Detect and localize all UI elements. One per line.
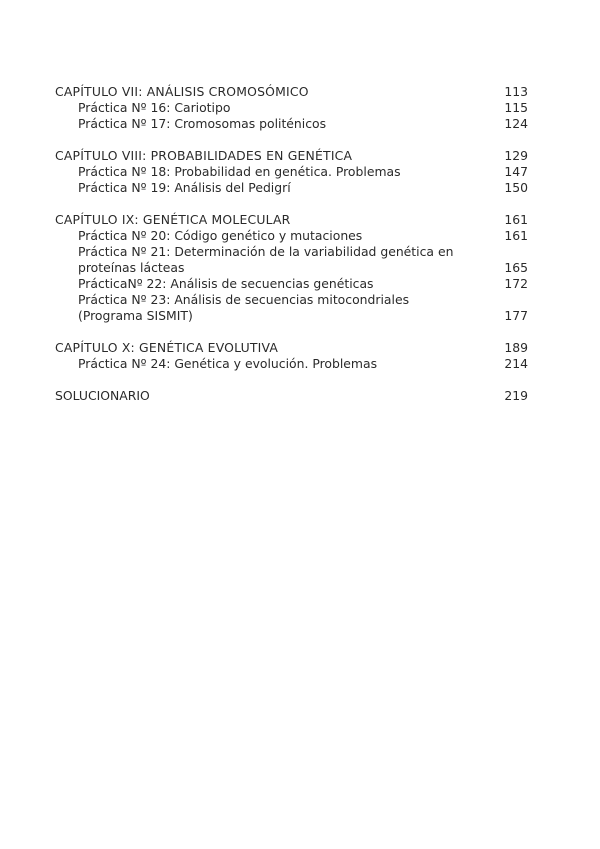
entry-page: 124 (504, 116, 528, 131)
chapter-page: 129 (504, 148, 528, 163)
entry-page: 214 (504, 356, 528, 371)
entry-page: 172 (504, 276, 528, 291)
chapter-title: CAPÍTULO VIII: PROBABILIDADES EN GENÉTICA (55, 148, 353, 163)
chapter-heading (55, 148, 528, 164)
toc-row-solucionario (55, 388, 528, 404)
entry-page: 150 (504, 180, 528, 195)
entry-page: 115 (504, 100, 528, 115)
chapter-heading (55, 340, 528, 356)
toc-entry-line (55, 164, 528, 180)
toc-entry-line (55, 100, 528, 116)
toc-entry-line (55, 292, 528, 308)
entry-title: Práctica Nº 24: Genética y evolución. Problemas (78, 356, 378, 371)
chapter-title: CAPÍTULO X: GENÉTICA EVOLUTIVA (55, 340, 279, 355)
toc-entry-line (55, 228, 528, 244)
entry-title: proteínas lácteas (78, 260, 185, 275)
solucionario-page: 219 (504, 388, 528, 403)
entry-title: (Programa SISMIT) (78, 308, 193, 323)
entry-title: Práctica Nº 20: Código genético y mutaciones (78, 228, 363, 243)
chapter-block (55, 212, 528, 324)
toc-entry-line (55, 308, 528, 324)
entry-title: Práctica Nº 23: Análisis de secuencias mitocondriales (78, 292, 410, 307)
entry-title: Práctica Nº 19: Análisis del Pedigrí (78, 180, 291, 195)
chapter-title: CAPÍTULO IX: GENÉTICA MOLECULAR (55, 212, 291, 227)
chapter-title: CAPÍTULO VII: ANÁLISIS CROMOSÓMICO (55, 84, 309, 99)
entry-title: Práctica Nº 18: Probabilidad en genética. Problemas (78, 164, 401, 179)
toc-entry-line (55, 180, 528, 196)
chapter-heading (55, 212, 528, 228)
solucionario-title: SOLUCIONARIO (55, 388, 150, 403)
chapter-page: 113 (504, 84, 528, 99)
chapter-block (55, 84, 528, 132)
entry-title: PrácticaNº 22: Análisis de secuencias genéticas (78, 276, 374, 291)
chapter-page: 161 (504, 212, 528, 227)
entry-page: 165 (504, 260, 528, 275)
chapter-heading (55, 84, 528, 100)
toc-entry-line (55, 356, 528, 372)
chapter-list (55, 84, 528, 372)
entry-title: Práctica Nº 16: Cariotipo (78, 100, 231, 115)
entry-page: 177 (504, 308, 528, 323)
toc-entry-line (55, 276, 528, 292)
entry-page: 147 (504, 164, 528, 179)
entry-title: Práctica Nº 17: Cromosomas politénicos (78, 116, 327, 131)
toc-entry-line (55, 244, 528, 260)
chapter-block (55, 148, 528, 196)
toc-entry-line (55, 116, 528, 132)
entry-title: Práctica Nº 21: Determinación de la variabilidad genética en (78, 244, 454, 259)
chapter-page: 189 (504, 340, 528, 355)
toc-entry-line (55, 260, 528, 276)
table-of-contents (55, 84, 528, 404)
chapter-block (55, 340, 528, 372)
entry-page: 161 (504, 228, 528, 243)
